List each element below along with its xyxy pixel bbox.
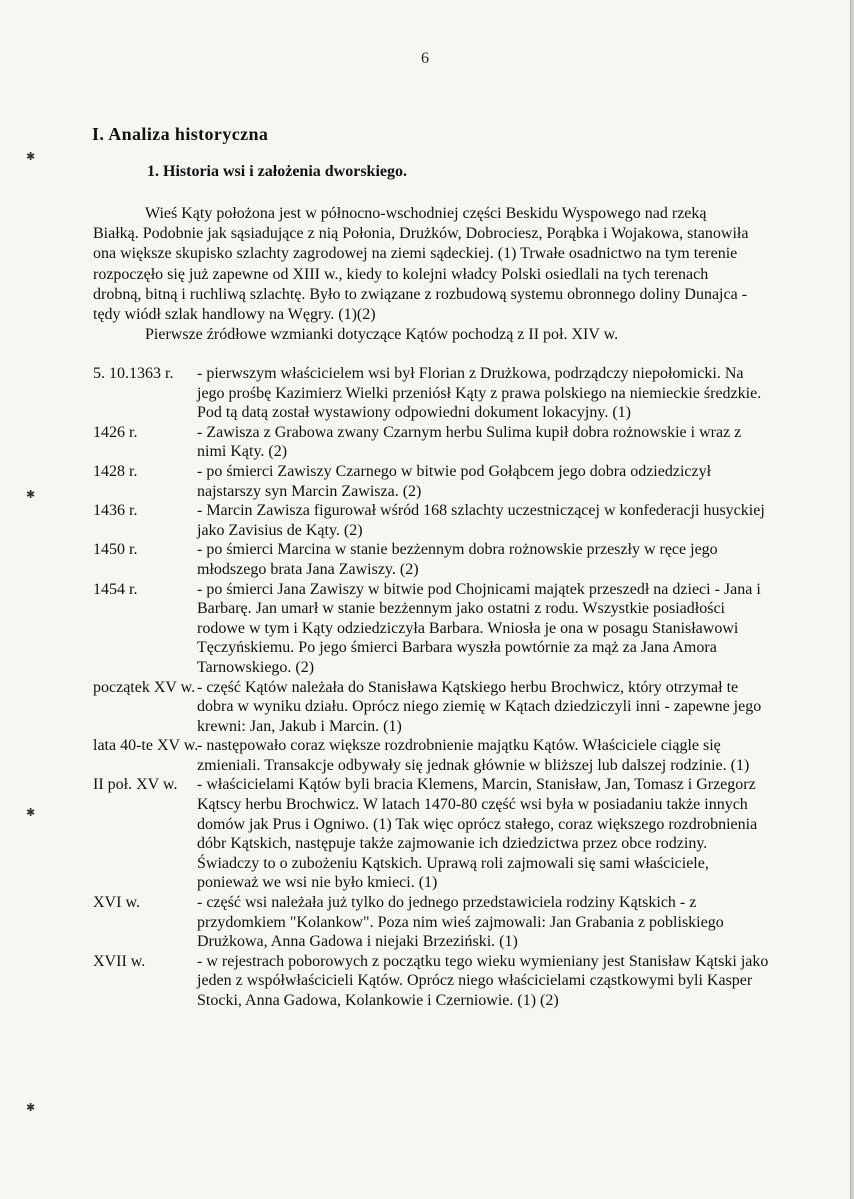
intro-text [93, 204, 753, 345]
timeline-entry [93, 775, 773, 893]
timeline-entry [93, 364, 773, 423]
timeline-date: 1428 r. [93, 462, 138, 480]
timeline-entry [93, 952, 773, 1011]
timeline-date: 1454 r. [93, 580, 138, 598]
timeline-text: - właścicielami Kątów byli bracia Klemens, Marcin, Stanisław, Jan, Tomasz i Grzegorz Kątscy herbu Brochwicz. W latach 1470-80 część wsi była w posiadaniu także innych domów jak Prus i Ogniwo. (1) Tak więc oprócz stałego, coraz większego rozdrobnienia dóbr Kątskich, następuje także zajmowanie ich dziedzictwa przez obce rodziny. Świadczy to o zubożeniu Kątskich. Uprawą roli zajmowali się sami właściciele, ponieważ we wsi nie było kmieci. (1) [197, 776, 758, 892]
margin-mark-2: ✱ [26, 489, 36, 501]
timeline-date: lata 40-te XV w. [93, 737, 199, 755]
timeline-date: 1426 r. [93, 423, 138, 441]
timeline-text: - po śmierci Zawiszy Czarnego w bitwie pod Gołąbcem jego dobra odziedziczył najstarszy syn Marcin Zawisza. (2) [197, 462, 712, 500]
timeline [93, 364, 773, 1011]
timeline-text: - Marcin Zawisza figurował wśród 168 szlachty uczestniczącej w konfederacji husyckiej jako Zavisius de Kąty. (2) [197, 502, 765, 539]
timeline-entry [93, 678, 773, 737]
timeline-entry [93, 540, 773, 579]
timeline-entry [93, 736, 773, 775]
timeline-entry [93, 462, 773, 501]
timeline-date: XVI w. [93, 894, 140, 912]
timeline-entry [93, 423, 773, 462]
timeline-date: II poł. XV w. [93, 776, 178, 794]
timeline-date: 1436 r. [93, 502, 138, 520]
intro-paragraph-2: Pierwsze źródłowe wzmianki dotyczące Kątów pochodzą z II poł. XIV w. [145, 326, 619, 344]
timeline-text: - część wsi należała już tylko do jednego przedstawiciela rodziny Kątskich - z przydomkiem "Kolankow". Poza nim wieś zajmowali: Jan Grabania z pobliskiego Drużkowa, Anna Gadowa i niejaki Brzeziński. (1) [197, 894, 724, 951]
timeline-entry [93, 893, 773, 952]
timeline-date: XVII w. [93, 952, 146, 970]
timeline-text: - część Kątów należała do Stanisława Kątskiego herbu Brochwicz, który otrzymał te dobra w wyniku działu. Oprócz niego ziemię w Kątach dziedziczyli inni - zapewne jego krewni: Jan, Jakub i Marcin. (1) [197, 678, 762, 735]
timeline-text: - Zawisza z Grabowa zwany Czarnym herbu Sulima kupił dobra rożnowskie i wraz z nimi Kąty. (2) [197, 423, 742, 461]
timeline-date: 5. 10.1363 r. [93, 365, 174, 382]
timeline-text: - następowało coraz większe rozdrobnienie majątku Kątów. Właściciele ciągle się zmieniali. Transakcje odbywały się jednak głównie w bliższej lub dalszej rodzinie. (1) [197, 737, 750, 774]
timeline-date: 1450 r. [93, 541, 138, 559]
timeline-text: - w rejestrach poborowych z początku tego wieku wymieniany jest Stanisław Kątski jako jeden z współwłaścicieli Kątów. Oprócz niego właścicielami cząstkowymi byli Kasper Stocki, Anna Gadowa, Kolankowie i Czerniowie. (1) (2) [197, 952, 769, 1009]
margin-mark-3: ✱ [26, 807, 36, 819]
section-heading: I. Analiza historyczna [92, 124, 269, 144]
margin-mark-1: ✱ [26, 151, 36, 163]
timeline-entry [93, 501, 773, 540]
intro-paragraph-1: Wieś Kąty położona jest w północno-wschodniej części Beskidu Wyspowego nad rzeką Białką. Podobnie jak sąsiadujące z nią Połonia, Drużków, Dobrociesz, Porąbka i Wojakowa, stanowiła ona większe skupisko szlachty zagrodowej na ziemi sądeckiej. (1) Trwałe osadnictwo na tym terenie rozpoczęło się już zapewne od XIII w., kiedy to kolejni władcy Polski osiedlali na tych terenach drobną, bitną i ruchliwą szlachtę. Było to związane z rozbudową systemu obronnego doliny Dunajca - tędy wiódł szlak handlowy na Węgry. (1)(2) [93, 205, 749, 324]
page-number: 6 [421, 50, 429, 67]
margin-mark-4: ✱ [26, 1102, 36, 1114]
timeline-text: - po śmierci Marcina w stanie bezżennym dobra rożnowskie przeszły w ręce jego młodszego brata Jana Zawiszy. (2) [197, 541, 718, 578]
subsection-heading: 1. Historia wsi i założenia dworskiego. [147, 163, 407, 180]
timeline-text: - pierwszym właścicielem wsi był Florian z Drużkowa, podrządczy niepołomicki. Na jego prośbę Kazimierz Wielki przeniósł Kąty z prawa polskiego na niemieckie średzkie. Pod tą datą został wystawiony odpowiedni dokument lokacyjny. (1) [197, 365, 762, 422]
timeline-entry [93, 580, 773, 678]
timeline-text: - po śmierci Jana Zawiszy w bitwie pod Chojnicami majątek przeszedł na dzieci - Jana i Barbarę. Jan umarł w stanie bezżennym jako ostatni z rodu. Wszystkie posiadłości rodowe w tym i Kąty odziedziczyła Barbara. Wniosła je ona w posagu Stanisławowi Tęczyńskiemu. Po jego śmierci Barbara wyszła powtórnie za mąż za Jana Amora Tarnowskiego. (2) [197, 580, 761, 676]
timeline-date: początek XV w. [93, 678, 196, 696]
